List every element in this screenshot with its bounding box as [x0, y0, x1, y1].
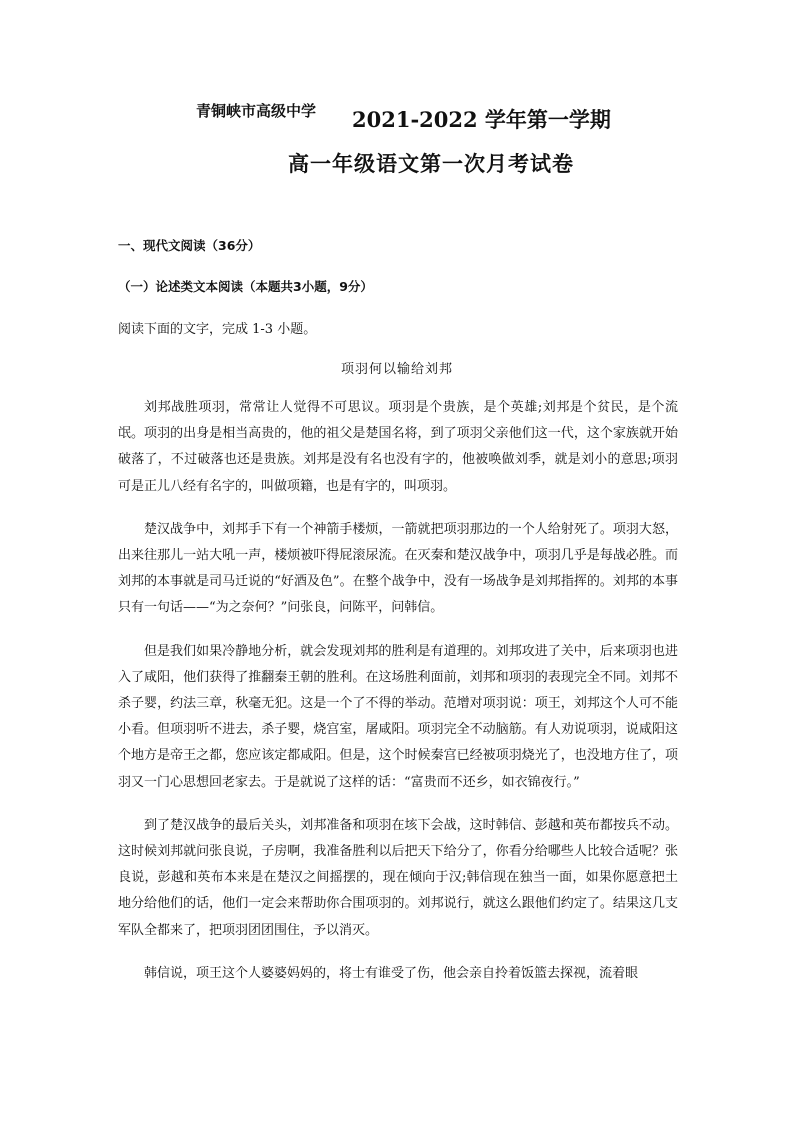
article-paragraph: 到了楚汉战争的最后关头，刘邦准备和项羽在垓下会战，这时韩信、彭越和英布都按兵不动。这时候刘邦就问张良说，子房啊，我准备胜利以后把天下给分了，你看分给哪些人比较合适呢？张良说，彭越和英布本来是在楚汉之间摇摆的，现在倾向于汉;韩信现在独当一面，如果你愿意把土地分给他们的话，他们一定会来帮助你合围项羽的。刘邦说行，就这么跟他们约定了。结果这几支军队全都来了，把项羽团团围住，予以消灭。 — [118, 817, 678, 938]
article-paragraph: 楚汉战争中，刘邦手下有一个神箭手楼烦，一箭就把项羽那边的一个人给射死了。项羽大怒，出来往那儿一站大吼一声，楼烦被吓得屁滚尿流。在灭秦和楚汉战争中，项羽几乎是每战必胜。而刘邦的本事就是司马迁说的“好酒及色”。在整个战争中，没有一场战争是刘邦指挥的。刘邦的本事只有一句话——“为之奈何？”问张良，问陈平，问韩信。 — [118, 521, 678, 616]
article-paragraph: 刘邦战胜项羽，常常让人觉得不可思议。项羽是个贵族，是个英雄;刘邦是个贫民，是个流氓。项羽的出身是相当高贵的，他的祖父是楚国名将，到了项羽父亲他们这一代，这个家族就开始破落了，不过破落也还是贵族。刘邦是没有名也没有字的，他被唤做刘季，就是刘小的意思;项羽可是正儿八经有名字的，叫做项籍，也是有字的，叫项羽。 — [118, 400, 678, 494]
school-name: 青铜峡市高级中学 — [196, 102, 317, 120]
section-heading: 一、现代文阅读（36分） — [118, 238, 261, 253]
article-paragraph: 但是我们如果冷静地分析，就会发现刘邦的胜利是有道理的。刘邦攻进了关中，后来项羽也进入了咸阳，他们获得了推翻秦王朝的胜利。在这场胜利面前，刘邦和项羽的表现完全不同。刘邦不杀子婴，约法三章，秋毫无犯。这是一个了不得的举动。范增对项羽说：项王，刘邦这个人可不能小看。但项羽听不进去，杀子婴，烧宫室，屠咸阳。项羽完全不动脑筋。有人劝说项羽，说咸阳这个地方是帝王之都，您应该定都咸阳。但是，这个时候秦宫已经被项羽烧光了，也没地方住了，项羽又一门心思想回老家去。于是就说了这样的话：“富贵而不还乡，如衣锦夜行。” — [118, 643, 678, 790]
subsection-heading: （一）论述类文本阅读（本题共3小题，9分） — [118, 279, 373, 294]
article-body — [118, 395, 678, 1004]
article-title: 项羽何以输给刘邦 — [340, 362, 453, 377]
article-paragraph: 韩信说，项王这个人婆婆妈妈的，将士有谁受了伤，他会亲自拎着饭篮去探视，流着眼 — [144, 965, 639, 981]
term-title: 2021-2022 学年第一学期 — [352, 107, 611, 132]
exam-title: 高一年级语文第一次月考试卷 — [288, 151, 574, 176]
reading-instruction: 阅读下面的文字，完成 1-3 小题。 — [118, 322, 317, 337]
